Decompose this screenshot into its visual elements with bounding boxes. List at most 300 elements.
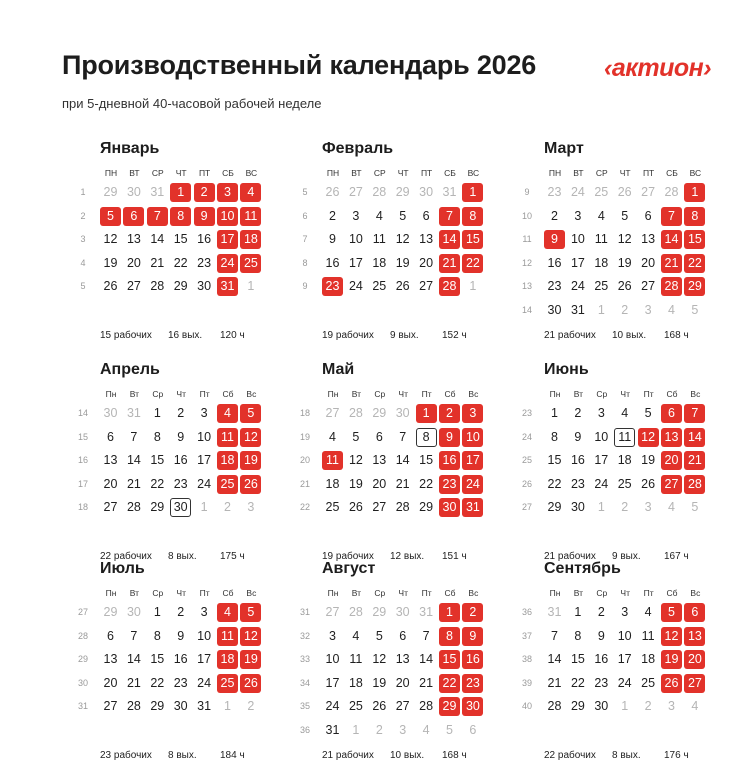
weekday-header: Сб xyxy=(444,588,456,598)
month-block xyxy=(76,361,296,571)
day-cell: 1 xyxy=(551,406,558,420)
day-cell: 22 xyxy=(547,476,562,491)
day-cell-holiday: 27 xyxy=(684,674,705,693)
day-cell-adjacent: 28 xyxy=(348,406,363,420)
day-cell-adjacent: 31 xyxy=(419,605,434,619)
day-cell-holiday: 15 xyxy=(439,650,460,669)
day-cell: 13 xyxy=(103,652,118,666)
day-cell-holiday: 9 xyxy=(544,230,565,249)
day-cell-adjacent: 2 xyxy=(621,500,629,514)
day-cell: 8 xyxy=(153,628,161,643)
day-cell: 25 xyxy=(348,699,363,713)
day-cell-holiday: 20 xyxy=(684,650,705,669)
day-cell: 20 xyxy=(419,255,434,270)
day-cell-holiday: 8 xyxy=(439,627,460,646)
day-cell-holiday: 14 xyxy=(661,230,682,249)
day-cell: 16 xyxy=(173,652,188,666)
day-cell: 17 xyxy=(617,652,632,666)
weekday-header: ВТ xyxy=(351,168,362,178)
day-cell: 4 xyxy=(621,406,629,420)
weekday-header: ЧТ xyxy=(175,168,187,178)
day-cell-holiday: 27 xyxy=(661,475,682,494)
day-cell-adjacent: 1 xyxy=(597,302,605,317)
day-cell: 25 xyxy=(372,279,387,293)
weekday-header: Сб xyxy=(666,389,678,399)
week-number: 6 xyxy=(302,210,308,221)
day-cell-holiday: 8 xyxy=(462,207,483,226)
day-cell-adjacent: 3 xyxy=(399,722,407,737)
day-cell-holiday: 6 xyxy=(661,404,682,423)
day-cell: 3 xyxy=(200,605,208,619)
stats-hours: 168 ч xyxy=(442,750,467,761)
day-cell: 15 xyxy=(570,652,585,666)
day-cell-holiday: 12 xyxy=(661,627,682,646)
weekday-header: Сб xyxy=(666,588,678,598)
day-cell-holiday: 12 xyxy=(240,627,261,646)
day-cell-holiday: 29 xyxy=(684,277,705,296)
day-cell: 14 xyxy=(419,652,434,666)
day-cell: 26 xyxy=(395,279,410,293)
stats-hours: 175 ч xyxy=(220,551,245,562)
day-cell: 23 xyxy=(547,279,562,293)
day-cell-holiday: 31 xyxy=(217,277,238,296)
day-cell: 23 xyxy=(570,476,585,491)
day-cell: 2 xyxy=(574,406,582,420)
day-cell: 11 xyxy=(372,232,386,246)
weekday-header: Вс xyxy=(468,588,479,598)
weekday-header: Вт xyxy=(573,389,584,399)
day-cell: 28 xyxy=(395,500,410,514)
day-cell-adjacent: 30 xyxy=(395,406,410,420)
weekday-header: Пн xyxy=(105,588,117,598)
day-cell: 9 xyxy=(177,429,185,444)
day-cell: 18 xyxy=(348,675,363,690)
month-name: Январь xyxy=(100,140,160,157)
day-cell: 24 xyxy=(197,675,212,690)
day-cell: 14 xyxy=(547,652,562,666)
day-cell: 13 xyxy=(641,232,656,246)
day-cell-holiday: 19 xyxy=(240,650,261,669)
day-cell-shortened: 11 xyxy=(614,428,635,447)
weekday-header: Вс xyxy=(690,389,701,399)
day-cell-holiday: 28 xyxy=(684,475,705,494)
week-number: 36 xyxy=(299,724,310,735)
week-number: 14 xyxy=(521,304,532,315)
day-cell: 28 xyxy=(126,699,141,713)
weekday-header: Ср xyxy=(374,389,386,399)
day-cell: 18 xyxy=(325,476,340,491)
day-cell: 6 xyxy=(644,208,652,223)
weekday-header: Ср xyxy=(596,588,608,598)
day-cell-holiday: 11 xyxy=(217,627,238,646)
day-cell: 19 xyxy=(372,675,387,690)
weekday-header: Пт xyxy=(643,588,654,598)
day-cell: 5 xyxy=(375,628,383,643)
day-cell-holiday: 21 xyxy=(439,254,460,273)
day-cell: 1 xyxy=(153,406,161,420)
day-cell-holiday: 28 xyxy=(439,277,460,296)
month-block xyxy=(298,140,518,350)
day-cell: 26 xyxy=(617,279,632,293)
month-name: Апрель xyxy=(100,361,160,378)
day-cell: 27 xyxy=(126,279,141,293)
week-number: 24 xyxy=(521,431,532,442)
day-cell: 13 xyxy=(395,652,410,666)
day-cell: 21 xyxy=(547,675,562,690)
month-name: Июнь xyxy=(544,361,589,378)
day-cell-adjacent: 30 xyxy=(126,605,141,619)
month-block xyxy=(520,560,740,770)
day-cell: 23 xyxy=(594,675,609,690)
day-cell: 14 xyxy=(126,453,141,467)
day-cell: 12 xyxy=(395,232,410,246)
weekday-header: СБ xyxy=(444,168,456,178)
weekday-header: Пн xyxy=(549,389,561,399)
day-cell: 2 xyxy=(551,208,558,223)
day-cell-holiday: 7 xyxy=(661,207,682,226)
weekday-header: ПН xyxy=(326,168,340,178)
day-cell: 5 xyxy=(399,208,407,223)
day-cell: 24 xyxy=(570,279,585,293)
day-cell-adjacent: 25 xyxy=(594,185,609,199)
day-cell: 12 xyxy=(103,232,118,246)
day-cell-adjacent: 1 xyxy=(200,500,208,514)
day-cell-adjacent: 1 xyxy=(621,699,629,713)
day-cell: 16 xyxy=(197,232,212,246)
day-cell: 16 xyxy=(325,255,340,270)
week-number: 38 xyxy=(521,654,532,664)
day-cell-holiday: 8 xyxy=(684,207,705,226)
day-cell: 19 xyxy=(617,255,632,270)
day-cell-holiday: 5 xyxy=(100,207,121,226)
month-block xyxy=(298,361,518,571)
day-cell-holiday: 17 xyxy=(462,451,483,470)
weekday-header: Чт xyxy=(620,389,630,399)
day-cell: 9 xyxy=(597,628,605,643)
day-cell: 4 xyxy=(352,628,360,643)
day-cell: 10 xyxy=(348,232,363,246)
day-cell: 6 xyxy=(107,429,114,444)
brand-logo: ‹актион› xyxy=(604,54,712,82)
day-cell: 15 xyxy=(150,453,165,467)
weekday-header: Вс xyxy=(246,389,257,399)
day-cell: 7 xyxy=(130,429,138,444)
day-cell-holiday: 14 xyxy=(439,230,460,249)
weekday-header: Чт xyxy=(398,588,408,598)
weekday-header: Пт xyxy=(421,389,432,399)
day-cell: 22 xyxy=(419,476,434,491)
day-cell-adjacent: 30 xyxy=(126,185,141,199)
stats-hours: 151 ч xyxy=(442,551,467,562)
day-cell: 7 xyxy=(399,429,407,444)
day-cell-holiday: 26 xyxy=(240,475,261,494)
day-cell: 29 xyxy=(150,500,165,514)
day-cell: 2 xyxy=(329,208,336,223)
week-number: 39 xyxy=(521,677,532,688)
day-cell-shortened: 30 xyxy=(170,498,191,517)
day-cell-adjacent: 5 xyxy=(446,722,453,737)
day-cell-holiday: 3 xyxy=(462,404,483,423)
week-number: 9 xyxy=(302,281,308,291)
day-cell: 14 xyxy=(395,453,410,467)
day-cell: 23 xyxy=(173,476,188,491)
month-name: Февраль xyxy=(322,140,394,157)
week-number: 17 xyxy=(77,478,88,489)
day-cell: 6 xyxy=(107,628,114,643)
day-cell: 22 xyxy=(570,675,585,690)
weekday-header: Пт xyxy=(643,389,654,399)
day-cell-holiday: 11 xyxy=(217,428,238,447)
week-number: 18 xyxy=(299,408,310,418)
day-cell-holiday: 29 xyxy=(439,697,460,716)
day-cell: 20 xyxy=(103,675,118,690)
day-cell-holiday: 19 xyxy=(240,451,261,470)
week-number: 8 xyxy=(302,257,308,268)
stats-hours: 176 ч xyxy=(664,750,689,761)
day-cell: 24 xyxy=(617,675,632,690)
day-cell-adjacent: 27 xyxy=(641,185,656,199)
day-cell: 25 xyxy=(325,500,340,514)
stats-hours: 168 ч xyxy=(664,330,689,341)
day-cell-holiday: 10 xyxy=(217,207,238,226)
day-cell-adjacent: 26 xyxy=(325,185,340,199)
day-cell: 17 xyxy=(197,453,212,467)
weekday-header: ВС xyxy=(467,168,480,178)
day-cell: 6 xyxy=(399,628,407,643)
day-cell: 9 xyxy=(574,429,582,444)
day-cell-holiday: 16 xyxy=(462,650,483,669)
week-number: 20 xyxy=(299,455,310,465)
week-number: 14 xyxy=(77,408,88,418)
weekday-header: Вт xyxy=(573,588,584,598)
week-number: 40 xyxy=(521,701,532,711)
week-number: 30 xyxy=(77,677,88,688)
day-cell-adjacent: 3 xyxy=(644,500,652,514)
day-cell-adjacent: 5 xyxy=(691,302,699,317)
day-cell: 30 xyxy=(173,699,188,713)
stats-days-off: 10 вых. xyxy=(390,750,425,761)
weekday-header: Чт xyxy=(176,588,186,598)
day-cell-adjacent: 4 xyxy=(422,722,430,737)
stats-work-days: 23 рабочих xyxy=(100,750,152,761)
day-cell: 24 xyxy=(348,279,363,293)
day-cell-holiday: 21 xyxy=(684,451,705,470)
weekday-header: Вт xyxy=(351,588,362,598)
week-number: 10 xyxy=(521,210,532,221)
stats-work-days: 22 рабочих xyxy=(544,750,596,761)
day-cell: 19 xyxy=(641,453,656,467)
day-cell: 21 xyxy=(419,675,434,690)
day-cell: 3 xyxy=(621,605,629,619)
day-cell-holiday: 12 xyxy=(240,428,261,447)
day-cell: 7 xyxy=(130,628,138,643)
week-number: 12 xyxy=(521,257,532,268)
day-cell-holiday: 22 xyxy=(439,674,460,693)
day-cell-adjacent: 31 xyxy=(442,185,457,199)
day-cell: 16 xyxy=(547,255,562,270)
day-cell: 29 xyxy=(173,279,188,293)
day-cell: 24 xyxy=(197,476,212,491)
week-number: 5 xyxy=(80,281,86,291)
weekday-header: СР xyxy=(373,168,386,178)
day-cell: 15 xyxy=(547,453,562,467)
day-cell-adjacent: 1 xyxy=(224,699,231,713)
day-cell-adjacent: 3 xyxy=(644,302,652,317)
day-cell: 11 xyxy=(594,232,608,246)
day-cell-holiday: 7 xyxy=(147,207,168,226)
day-cell-holiday: 23 xyxy=(439,475,460,494)
day-cell: 19 xyxy=(348,476,363,491)
day-cell-adjacent: 23 xyxy=(547,185,562,199)
stats-work-days: 21 рабочих xyxy=(544,551,596,562)
day-cell: 25 xyxy=(617,476,632,491)
day-cell-holiday: 11 xyxy=(322,451,343,470)
weekday-header: Ср xyxy=(152,588,164,598)
day-cell: 29 xyxy=(547,500,562,514)
day-cell: 9 xyxy=(329,232,336,246)
day-cell-holiday: 26 xyxy=(240,674,261,693)
day-cell-adjacent: 1 xyxy=(597,500,605,514)
week-number: 2 xyxy=(80,210,86,221)
day-cell-holiday: 30 xyxy=(439,498,460,517)
day-cell-holiday: 25 xyxy=(217,475,238,494)
day-cell-holiday: 2 xyxy=(462,603,483,622)
day-cell: 3 xyxy=(329,628,336,643)
stats-days-off: 12 вых. xyxy=(390,551,425,562)
day-cell: 11 xyxy=(641,628,655,643)
day-cell: 20 xyxy=(103,476,118,491)
day-cell: 20 xyxy=(126,255,141,270)
day-cell-holiday: 23 xyxy=(462,674,483,693)
stats-hours: 120 ч xyxy=(220,330,245,341)
day-cell-holiday: 31 xyxy=(462,498,483,517)
day-cell-holiday: 8 xyxy=(170,207,191,226)
day-cell-holiday: 16 xyxy=(439,451,460,470)
day-cell-holiday: 13 xyxy=(684,627,705,646)
day-cell-holiday: 9 xyxy=(194,207,215,226)
day-cell: 17 xyxy=(570,255,585,270)
day-cell: 16 xyxy=(173,453,188,467)
day-cell: 2 xyxy=(597,605,605,619)
day-cell-holiday: 23 xyxy=(322,277,343,296)
day-cell: 13 xyxy=(419,232,434,246)
weekday-header: Вт xyxy=(129,588,140,598)
day-cell-holiday: 18 xyxy=(240,230,261,249)
week-number: 31 xyxy=(77,701,88,711)
week-number: 4 xyxy=(80,257,86,268)
day-cell: 30 xyxy=(547,302,562,317)
stats-work-days: 19 рабочих xyxy=(322,551,374,562)
week-number: 32 xyxy=(299,630,310,641)
day-cell: 24 xyxy=(594,476,609,491)
day-cell: 17 xyxy=(594,453,609,467)
day-cell-holiday: 6 xyxy=(684,603,705,622)
day-cell-adjacent: 29 xyxy=(395,185,410,199)
day-cell-adjacent: 27 xyxy=(325,406,340,420)
day-cell-holiday: 2 xyxy=(439,404,460,423)
day-cell-adjacent: 29 xyxy=(372,605,387,619)
day-cell-adjacent: 28 xyxy=(348,605,363,619)
weekday-header: Ср xyxy=(152,389,164,399)
day-cell-holiday: 6 xyxy=(123,207,144,226)
day-cell: 3 xyxy=(574,208,582,223)
stats-work-days: 21 рабочих xyxy=(544,330,596,341)
day-cell: 7 xyxy=(551,628,558,643)
day-cell: 26 xyxy=(103,279,118,293)
day-cell: 3 xyxy=(597,406,605,420)
weekday-header: СБ xyxy=(222,168,234,178)
day-cell: 18 xyxy=(594,255,609,270)
week-number: 22 xyxy=(299,502,310,512)
weekday-header: СР xyxy=(151,168,164,178)
day-cell: 22 xyxy=(150,675,165,690)
day-cell-adjacent: 3 xyxy=(247,500,255,514)
day-cell: 21 xyxy=(150,255,165,270)
month-name: Июль xyxy=(100,560,145,577)
day-cell-adjacent: 1 xyxy=(352,722,360,737)
day-cell: 28 xyxy=(547,699,562,713)
day-cell: 16 xyxy=(570,453,585,467)
day-cell: 20 xyxy=(395,675,410,690)
weekday-header: СБ xyxy=(666,168,678,178)
day-cell: 10 xyxy=(570,232,585,246)
day-cell-adjacent: 1 xyxy=(247,279,255,293)
week-number: 19 xyxy=(299,431,310,442)
week-number: 1 xyxy=(80,187,86,197)
day-cell: 5 xyxy=(644,406,652,420)
day-cell: 10 xyxy=(325,652,340,666)
day-cell: 12 xyxy=(617,232,632,246)
week-number: 5 xyxy=(302,187,308,197)
month-block xyxy=(76,140,296,350)
day-cell: 12 xyxy=(348,453,363,467)
month-name: Май xyxy=(322,361,355,378)
day-cell: 28 xyxy=(419,699,434,713)
day-cell-adjacent: 31 xyxy=(547,605,562,619)
day-cell-adjacent: 3 xyxy=(668,699,675,713)
month-name: Август xyxy=(322,560,376,577)
day-cell: 21 xyxy=(126,675,141,690)
weekday-header: Пн xyxy=(327,588,339,598)
weekday-header: Пн xyxy=(549,588,561,598)
day-cell-holiday: 22 xyxy=(462,254,483,273)
week-number: 31 xyxy=(299,607,310,617)
day-cell: 28 xyxy=(126,500,141,514)
day-cell-holiday: 4 xyxy=(240,183,261,202)
day-cell-adjacent: 4 xyxy=(668,302,675,317)
day-cell-adjacent: 2 xyxy=(247,699,255,713)
day-cell: 18 xyxy=(641,652,656,666)
day-cell: 13 xyxy=(372,453,387,467)
day-cell: 30 xyxy=(197,279,212,293)
day-cell: 29 xyxy=(570,699,585,713)
week-number: 28 xyxy=(77,630,88,641)
weekday-header: Вт xyxy=(351,389,362,399)
week-number: 23 xyxy=(521,408,532,418)
day-cell: 19 xyxy=(103,255,118,270)
week-number: 27 xyxy=(77,607,88,617)
day-cell: 10 xyxy=(197,628,212,643)
day-cell: 25 xyxy=(594,279,609,293)
day-cell: 27 xyxy=(641,279,656,293)
day-cell-adjacent: 27 xyxy=(325,605,340,619)
stats-days-off: 10 вых. xyxy=(612,330,647,341)
day-cell: 15 xyxy=(150,652,165,666)
weekday-header: ВТ xyxy=(129,168,140,178)
weekday-header: Вс xyxy=(468,389,479,399)
day-cell-holiday: 11 xyxy=(240,207,261,226)
stats-days-off: 16 вых. xyxy=(168,330,203,341)
